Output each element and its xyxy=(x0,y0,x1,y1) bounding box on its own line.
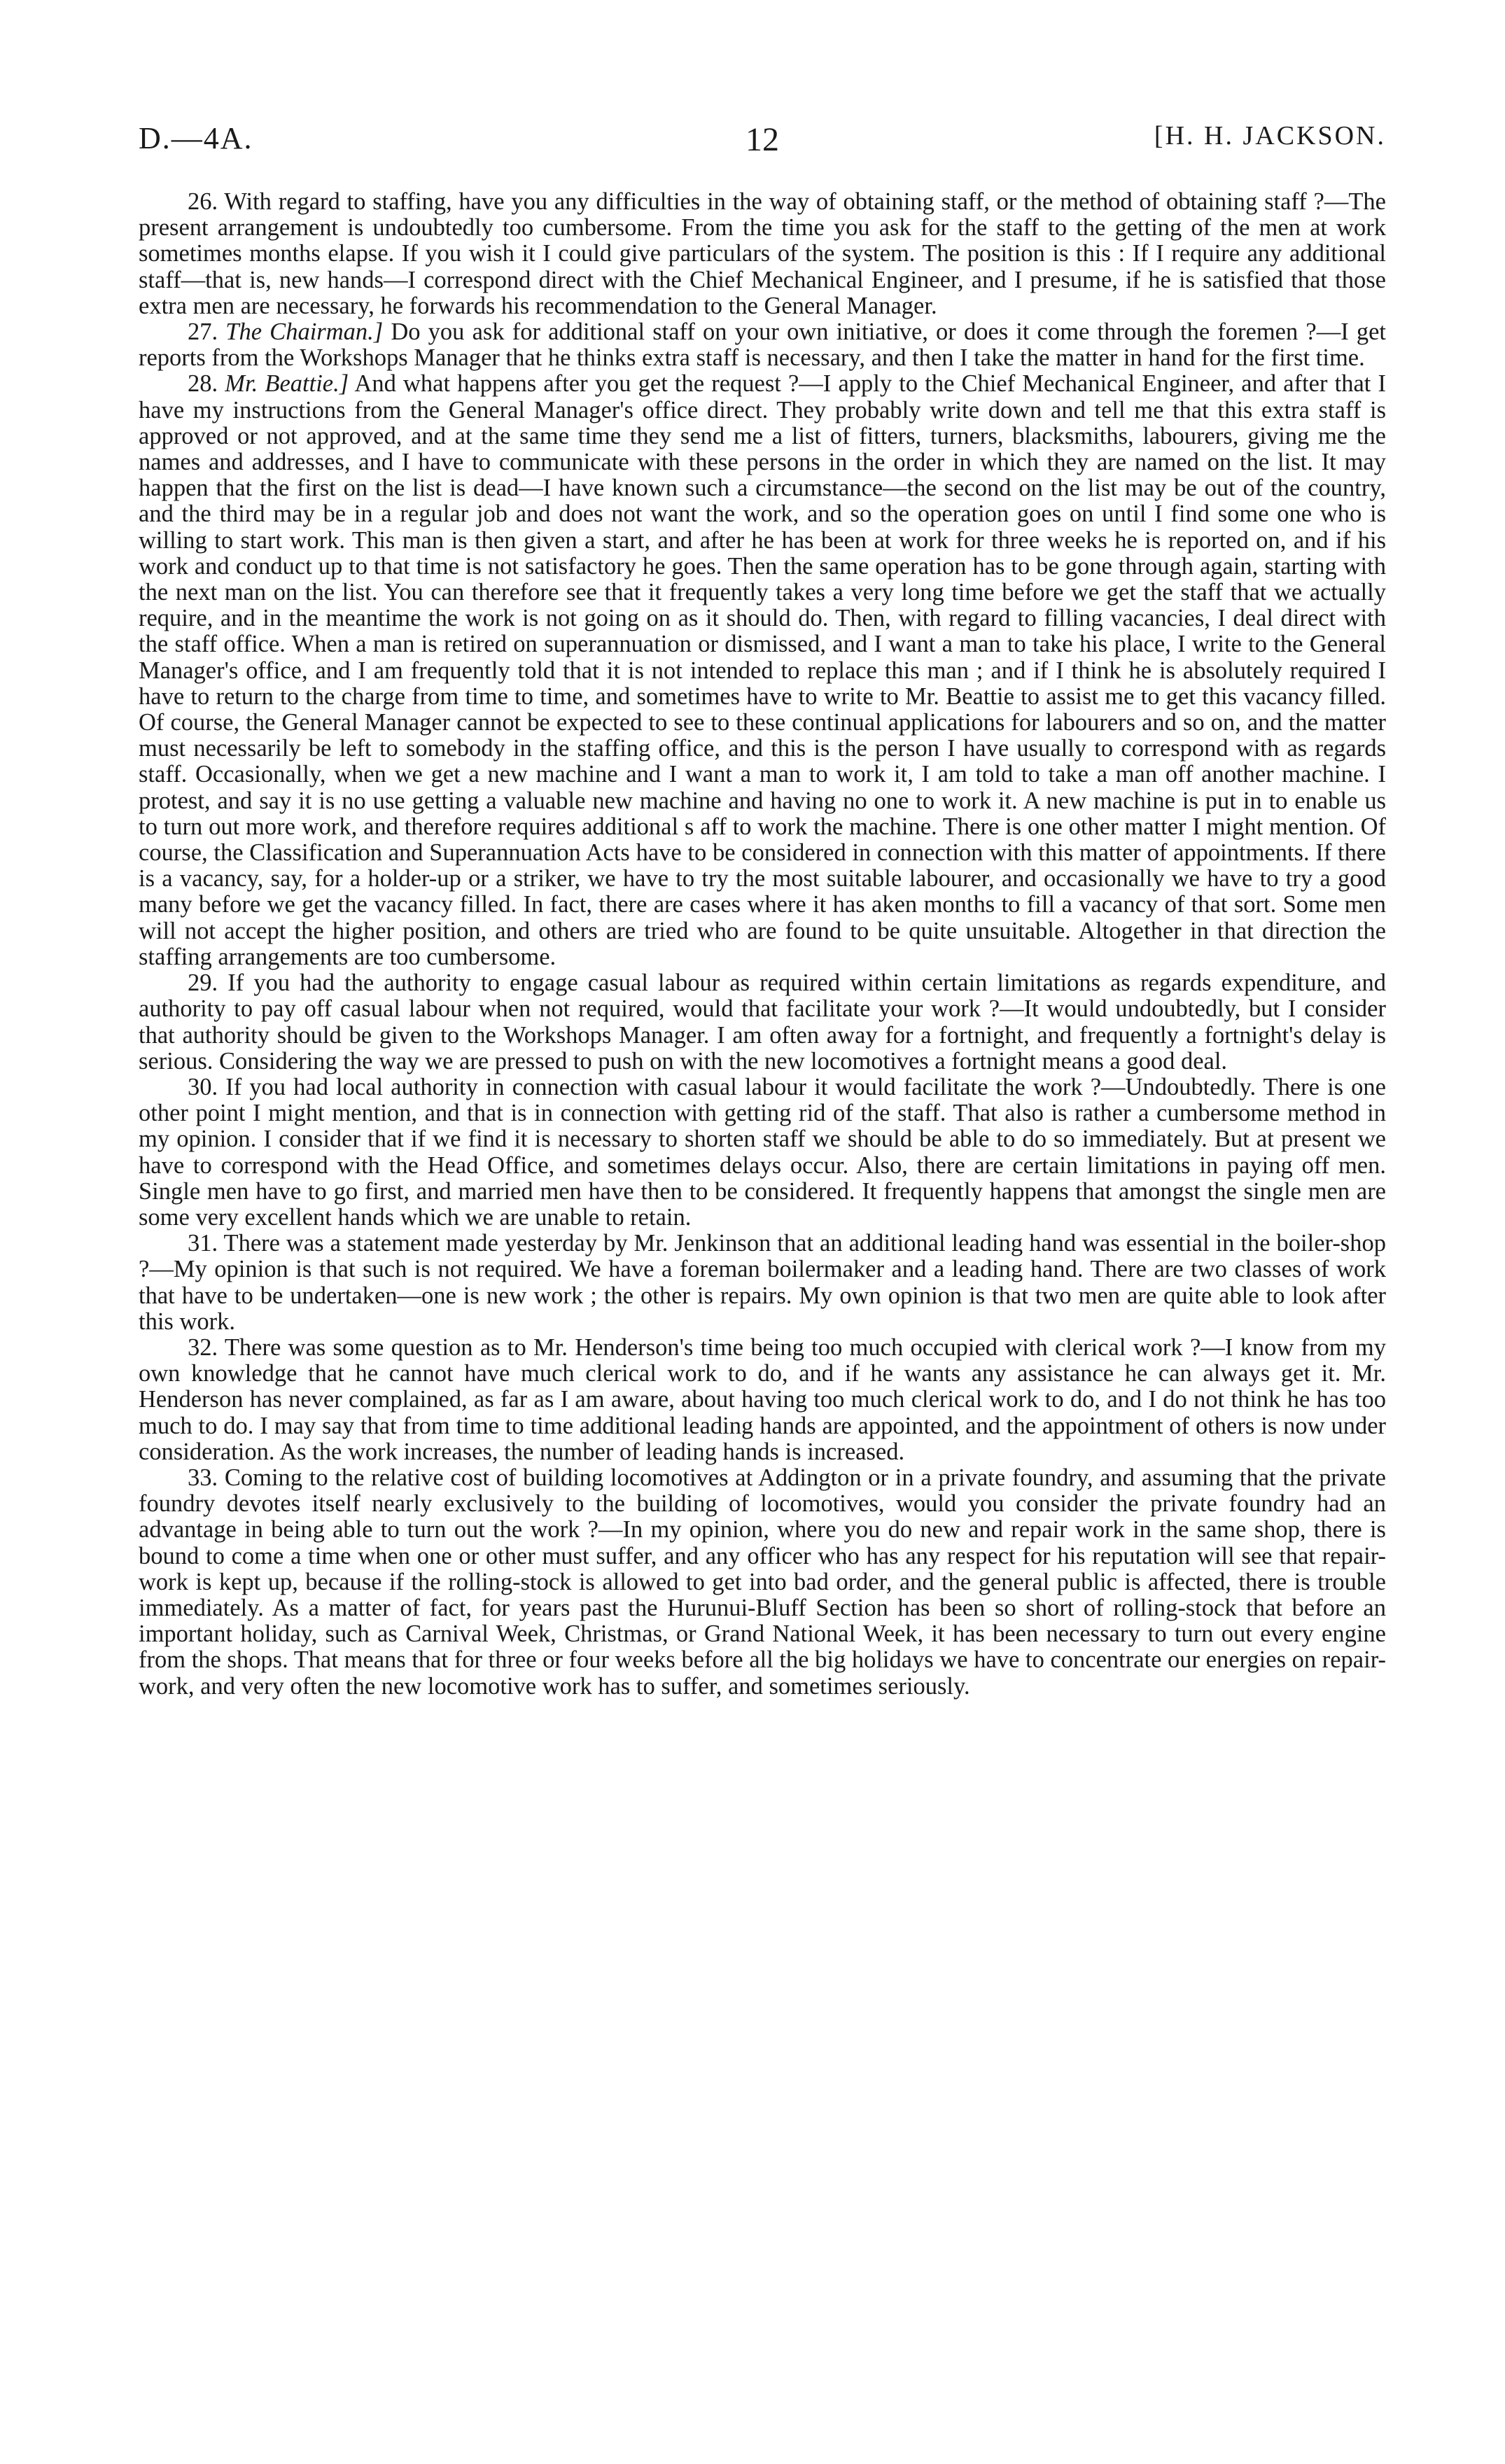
paragraph-33 xyxy=(139,1465,1386,1700)
paragraph-26 xyxy=(139,189,1386,319)
page-number: 12 xyxy=(746,121,779,158)
question-number: 31. xyxy=(188,1230,218,1257)
paragraph-30 xyxy=(139,1074,1386,1231)
paragraph-text: And what happens after you get the request ?—I apply to the Chief Mechanical Engineer, and after that I have my instructions from the General Manager's office direct. They probably write down and tell me that this extra staff is approved or not approved, and at the same time they send me a list of fitters, turners, blacksmiths, labourers, giving me the names and addresses, and I have to communicate with these persons in the order in which they are named on the list. It may happen that the first on the list is dead—I have known such a circumstance—the second on the list may be out of the country, and the third may be in a regular job and does not want the work, and so the operation goes on until I find some one who is willing to start work. This man is then given a start, and after he has been at work for three weeks he is reported on, and if his work and conduct up to that time is not satisfactory he goes. Then the same operation has to be gone through again, starting with the next man on the list. You can therefore see that it frequently takes a very long time before we get the staff that we actually require, and in the meantime the work is not going on as it should do. Then, with regard to filling vacancies, I deal direct with the staff office. When a man is retired on superannuation or dismissed, and I want a man to take his place, I write to the General Manager's office, and I am frequently told that it is not intended to replace this man ; and if I think he is absolutely required I have to return to the charge from time to time, and sometimes have to write to Mr. Beattie to assist me to get this vacancy filled. Of course, the General Manager cannot be expected to see to these continual applications for labourers and so on, and the matter must necessarily be left to somebody in the staffing office, and this is the person I have usually to correspond with as regards staff. Occasionally, when we get a new machine and I want a man to work it, I am told to take a man off another machine. I protest, and say it is no use getting a valuable new machine and having no one to work it. A new machine is put in to enable us to turn out more work, and therefore requires additional s aff to work the machine. There is one other matter I might mention. Of course, the Classification and Superannuation Acts have to be considered in connection with this matter of appointments. If there is a vacancy, say, for a holder-up or a striker, we have to try the most suitable labourer, and occasionally we have to try a good many before we get the vacancy filled. In fact, there are cases where it has aken months to fill a vacancy of that sort. Some men will not accept the higher position, and others are tried who are found to be quite unsuitable. Altogether in that direction the staffing arrangements are too cumbersome. xyxy=(139,370,1386,970)
paragraph-27 xyxy=(139,319,1386,371)
paragraph-text: Coming to the relative cost of building locomotives at Addington or in a private foundry, and assuming that the private foundry devotes itself nearly exclusively to the building of locomotives, would you consider the private foundry had an advantage in being able to turn out the work ?—In my opinion, where you do new and repair work in the same shop, there is bound to come a time when one or other must suffer, and any officer who has any respect for his reputation will see that repair-work is kept up, because if the rolling-stock is allowed to get into bad order, and the general public is affected, there is trouble immediately. As a matter of fact, for years past the Hurunui-Bluff Section has been so short of rolling-stock that before an important holiday, such as Carnival Week, Christmas, or Grand National Week, it has been necessary to turn out every engine from the shops. That means that for three or four weeks before all the big holidays we have to concentrate our energies on repair-work, and very often the new locomotive work has to suffer, and sometimes seriously. xyxy=(139,1464,1386,1700)
paragraph-29 xyxy=(139,970,1386,1074)
paragraph-text: With regard to staffing, have you any difficulties in the way of obtaining staff, or the method of obtaining staff ?—The present arrangement is undoubtedly too cumbersome. From the time you ask for the staff to the getting of the men at work sometimes months elapse. If you wish it I could give particulars of the system. The position is this : If I require any additional staff—that is, new hands—I correspond direct with the Chief Mechanical Engineer, and I presume, if he is satisfied that those extra men are necessary, he forwards his recommendation to the General Manager. xyxy=(139,188,1386,319)
transcript-body xyxy=(139,189,1386,1700)
question-number: 27. xyxy=(188,318,218,346)
paragraph-28 xyxy=(139,371,1386,970)
paragraph-text: If you had the authority to engage casual labour as required within certain limitations as regards expenditure, and authority to pay off casual labour when not required, would that facilitate your work ?—It would undoubtedly, but I consider that authority should be given to the Workshops Manager. I am often away for a fortnight, and frequently a fortnight's delay is serious. Considering the way we are pressed to push on with the new locomotives a fortnight means a good deal. xyxy=(139,969,1386,1074)
question-number: 26. xyxy=(188,188,218,215)
paragraph-text: There was some question as to Mr. Henderson's time being too much occupied with clerical work ?—I know from my own knowledge that he cannot have much clerical work to do, and if he wants any assistance he can always get it. Mr. Henderson has never complained, as far as I am aware, about having too much clerical work to do, and I do not think he has too much to do. I may say that from time to time additional leading hands are appointed, and the appointment of others is now under consideration. As the work increases, the number of leading hands is increased. xyxy=(139,1334,1386,1465)
paragraph-31 xyxy=(139,1231,1386,1335)
paragraph-text: If you had local authority in connection with casual labour it would facilitate the work ?—Undoubtedly. There is one other point I might mention, and that is in connection with getting rid of the staff. That also is rather a cumbersome method in my opinion. I consider that if we find it is necessary to shorten staff we should be able to do so immediately. But at present we have to correspond with the Head Office, and sometimes delays occur. Also, there are certain limitations in paying off men. Single men have to go first, and married men have then to be considered. It frequently happens that amongst the single men are some very excellent hands which we are unable to retain. xyxy=(139,1073,1386,1231)
question-number: 32. xyxy=(188,1334,218,1361)
speaker-label: Mr. Beattie.] xyxy=(225,370,349,398)
document-reference: D.—4A. xyxy=(139,121,253,155)
speaker-label: The Chairman.] xyxy=(225,318,384,346)
paragraph-text: Do you ask for additional staff on your own initiative, or does it come through the foremen ?—I get reports from the Workshops Manager that he thinks extra staff is necessary, and then I take the matter in hand for the first time. xyxy=(139,318,1386,372)
witness-name: [H. H. JACKSON. xyxy=(1154,121,1386,150)
question-number: 30. xyxy=(188,1073,218,1100)
question-number: 29. xyxy=(188,969,218,997)
page-header xyxy=(139,120,1386,162)
paragraph-32 xyxy=(139,1335,1386,1465)
question-number: 28. xyxy=(188,370,218,398)
question-number: 33. xyxy=(188,1464,218,1491)
paragraph-text: There was a statement made yesterday by Mr. Jenkinson that an additional leading hand was essential in the boiler-shop ?—My opinion is that such is not required. We have a foreman boilermaker and a leading hand. There are two classes of work that have to be undertaken—one is new work ; the other is repairs. My own opinion is that two men are quite able to look after this work. xyxy=(139,1230,1386,1335)
